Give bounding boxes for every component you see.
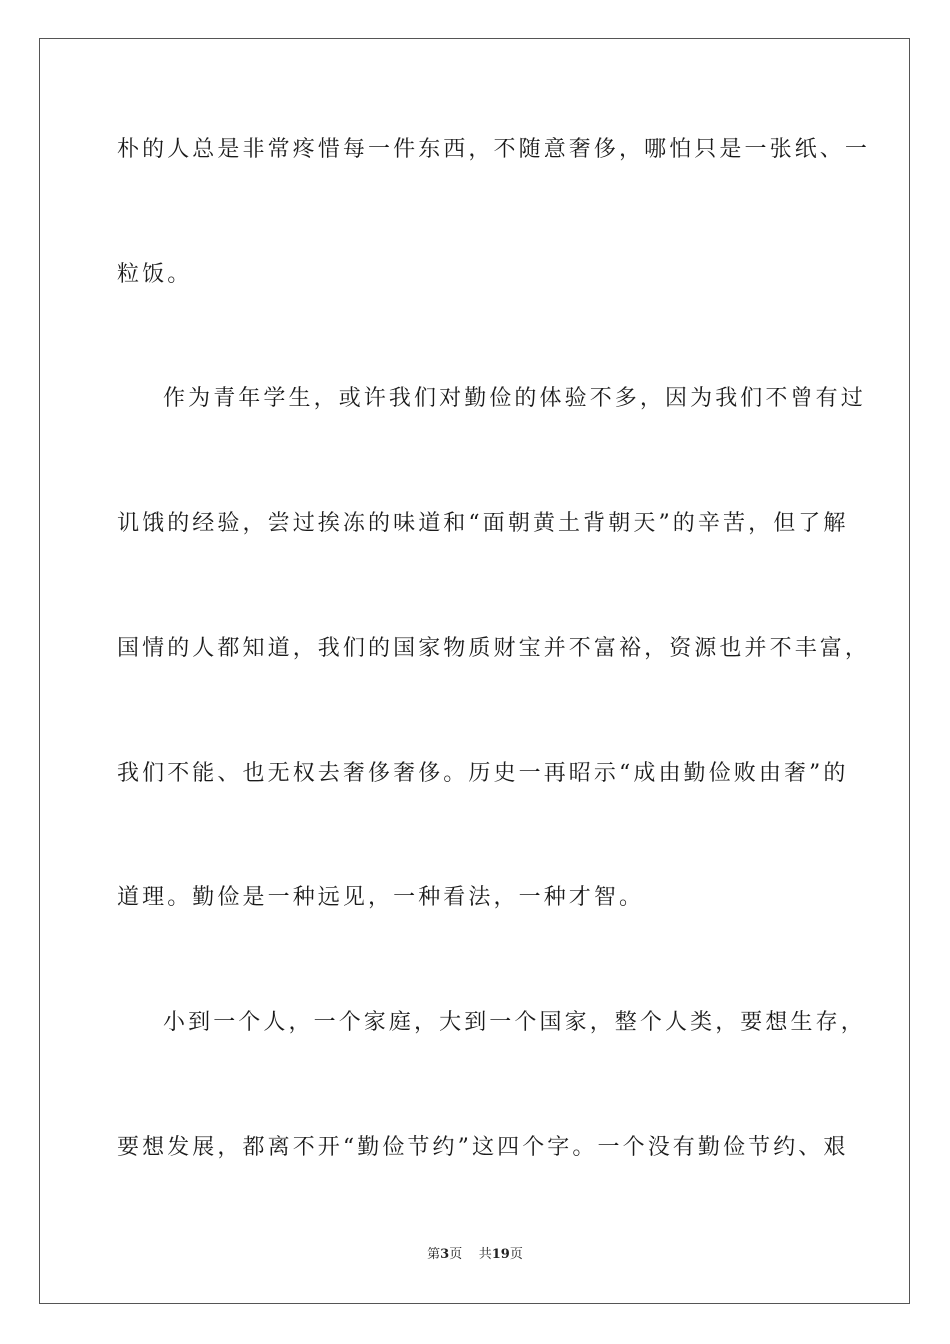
page-border xyxy=(39,38,910,1304)
text-line-1: 朴的人总是非常疼惜每一件东西，不随意奢侈，哪怕只是一张纸、一 xyxy=(117,137,871,162)
footer-page-number: 3 xyxy=(440,1247,450,1262)
footer-total-pages: 19 xyxy=(491,1247,510,1262)
text-line-8: 小到一个人，一个家庭，大到一个国家，整个人类，要想生存， xyxy=(163,1010,866,1035)
text-line-7: 道理。勤俭是一种远见，一种看法，一种才智。 xyxy=(117,885,645,910)
page-footer xyxy=(0,1246,950,1264)
text-line-9: 要想发展，都离不开“勤俭节约”这四个字。一个没有勤俭节约、艰 xyxy=(117,1135,849,1160)
text-line-2: 粒饭。 xyxy=(117,262,193,287)
text-line-5: 国情的人都知道，我们的国家物质财宝并不富裕，资源也并不丰富， xyxy=(117,636,871,661)
footer-page-prefix: 第 xyxy=(427,1247,441,1262)
text-line-6: 我们不能、也无权去奢侈奢侈。历史一再昭示“成由勤俭败由奢”的 xyxy=(117,761,849,786)
footer-total-prefix: 共 xyxy=(478,1247,492,1262)
text-line-4: 讥饿的经验，尝过挨冻的味道和“面朝黄土背朝天”的辛苦，但了解 xyxy=(117,511,849,536)
footer-page-suffix: 页 xyxy=(449,1247,463,1262)
text-line-3: 作为青年学生，或许我们对勤俭的体验不多，因为我们不曾有过 xyxy=(163,386,866,411)
footer-total-suffix: 页 xyxy=(509,1247,523,1262)
